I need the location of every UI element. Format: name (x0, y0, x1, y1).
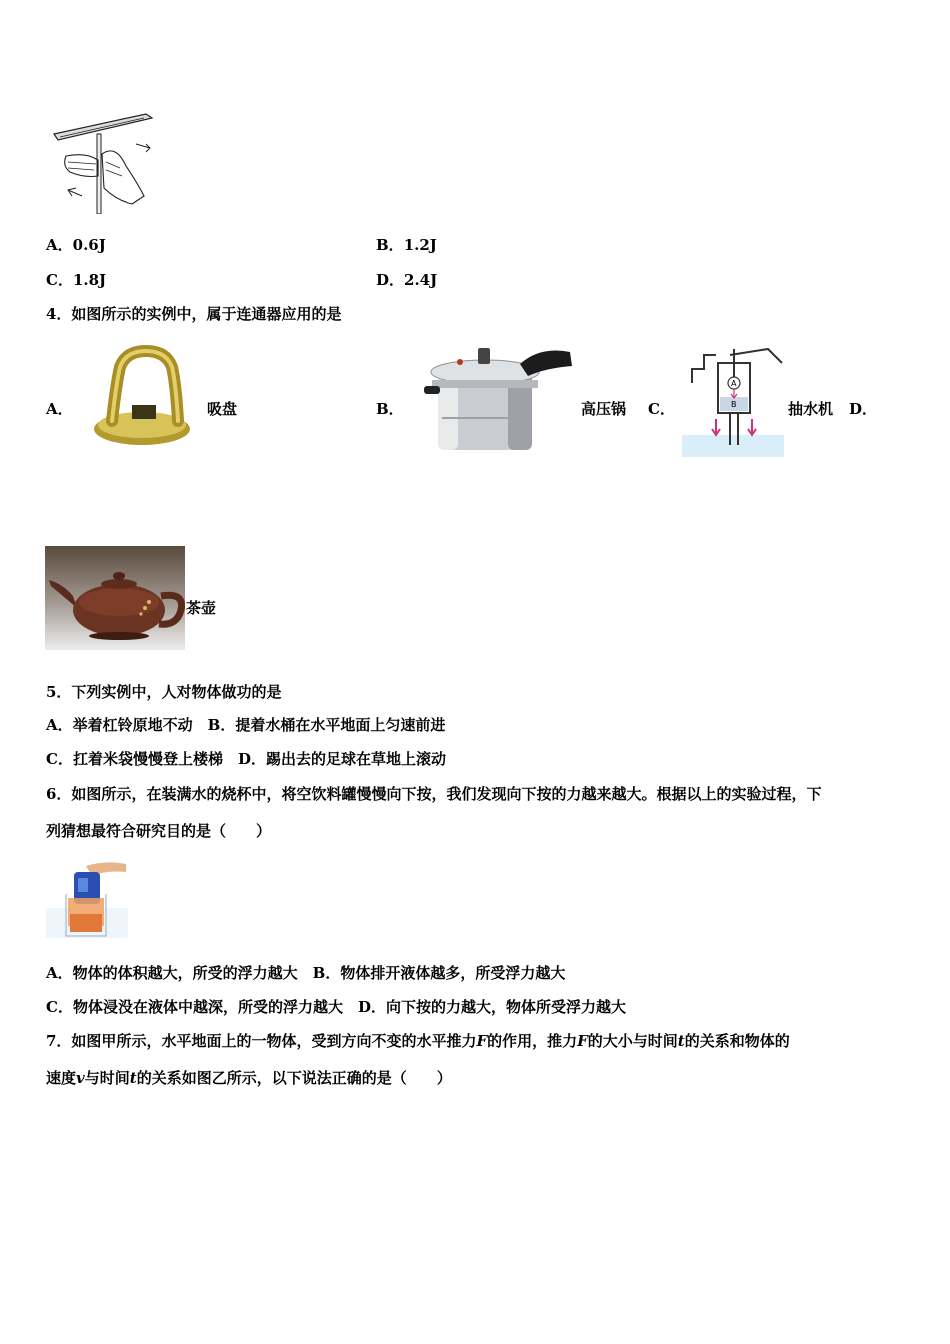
q3-option-a (46, 235, 106, 255)
q3-option-b-text: 1.2J (403, 236, 437, 254)
beaker-can-image (46, 858, 128, 944)
q4-option-c-label: 抽水机 (788, 400, 834, 418)
q4-option-d-label: 茶壶 (186, 599, 217, 617)
q3-option-d (376, 270, 437, 290)
q3-option-b (376, 235, 437, 255)
q6-stem-line2: 列猜想最符合研究目的是（ ） (46, 822, 272, 840)
pump-label-b: B (731, 400, 737, 409)
q3-option-a-letter: A． (46, 236, 73, 254)
q7-line1-part-d: 的关系和物体的 (684, 1032, 790, 1050)
q6-options-line2: C．物体浸没在液体中越深，所受的浮力越大 D．向下按的力越大，物体所受浮力越大 (46, 998, 626, 1016)
q7-var-t: t (677, 1032, 685, 1050)
q4-option-b-letter: B． (376, 400, 404, 418)
hands-stick-figure (46, 104, 158, 214)
q3-option-b-letter: B． (376, 236, 404, 254)
q4-option-a-label: 吸盘 (207, 400, 238, 418)
q7-var-t-2: t (129, 1069, 137, 1087)
q3-option-d-text: 2.4J (404, 271, 438, 289)
q3-option-c-text: 1.8J (72, 271, 107, 289)
q5-stem: 5．下列实例中，人对物体做功的是 (46, 683, 282, 701)
q3-option-c-letter: C． (46, 271, 73, 289)
q7-var-f-2: F (577, 1032, 588, 1050)
q4-option-c-letter: C． (648, 400, 675, 418)
q7-line1-part-a: 7．如图甲所示，水平地面上的一物体，受到方向不变的水平推力 (46, 1032, 477, 1050)
water-pump-diagram (682, 345, 784, 457)
q6-options-line1: A．物体的体积越大，所受的浮力越大 B．物体排开液体越多，所受浮力越大 (46, 964, 566, 982)
q4-option-d-letter: D． (849, 400, 878, 418)
q3-option-c (46, 270, 106, 290)
q6-stem-line1: 6．如图所示，在装满水的烧杯中，将空饮料罐慢慢向下按，我们发现向下按的力越来越大。根据以上的实验过程，下 (46, 785, 822, 803)
q4-option-a-letter: A． (46, 400, 73, 418)
q7-line2-part-c: 的关系如图乙所示，以下说法正确的是（ ） (136, 1069, 452, 1087)
pump-label-a: A (731, 379, 737, 388)
q7-stem-line2 (46, 1068, 452, 1088)
q4-stem: 4．如图所示的实例中，属于连通器应用的是 (46, 305, 342, 323)
q7-stem-line1 (46, 1031, 790, 1051)
q7-line1-part-c: 的大小与时间 (587, 1032, 678, 1050)
q7-line2-part-b: 与时间 (84, 1069, 130, 1087)
q3-option-d-letter: D． (376, 271, 405, 289)
teapot-image (45, 546, 185, 650)
q7-line1-part-b: 的作用，推力 (487, 1032, 578, 1050)
suction-cup-image (92, 345, 200, 449)
q7-var-v: v (76, 1069, 85, 1087)
q5-options-line2: C．扛着米袋慢慢登上楼梯 D．踢出去的足球在草地上滚动 (46, 750, 446, 768)
q5-options-line1: A．举着杠铃原地不动 B．提着水桶在水平地面上匀速前进 (46, 716, 446, 734)
pressure-cooker-image (420, 342, 575, 456)
q7-line2-part-a: 速度 (46, 1069, 77, 1087)
q4-option-b-label: 高压锅 (581, 400, 627, 418)
q7-var-f: F (476, 1032, 488, 1050)
q3-option-a-text: 0.6J (72, 236, 106, 254)
